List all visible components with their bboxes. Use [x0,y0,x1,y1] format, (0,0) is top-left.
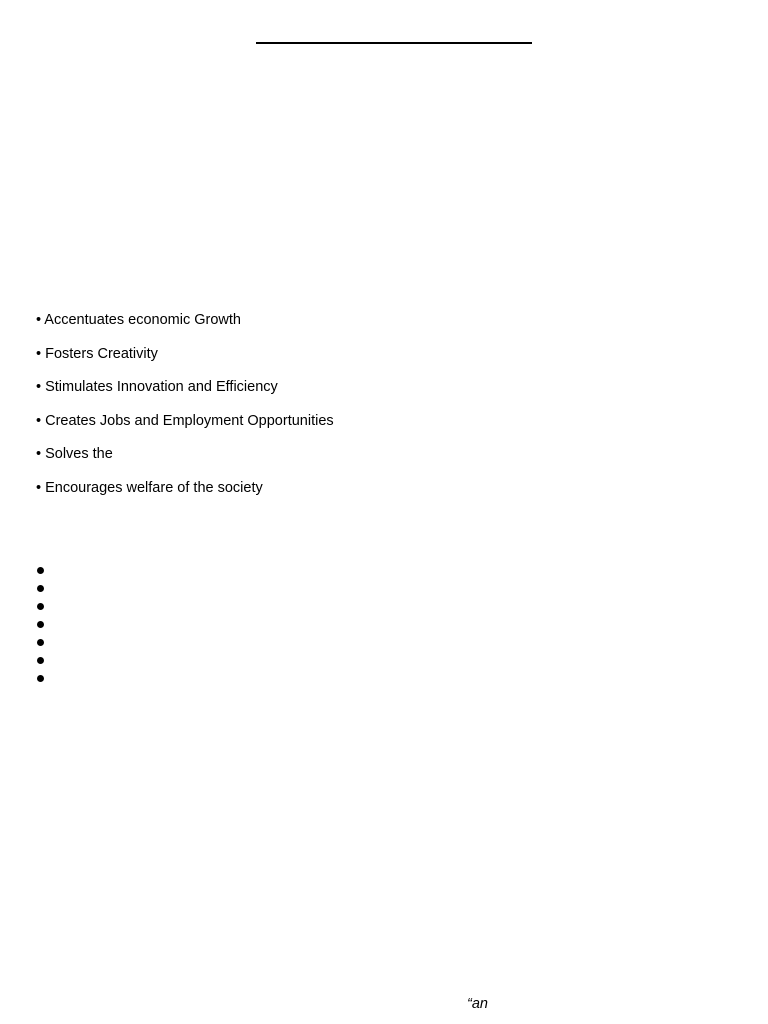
list-item: • Creates Jobs and Employment Opportunities [36,412,334,429]
list-item: • Solves the [36,446,113,463]
list-item: • Stimulates Innovation and Efficiency [36,379,278,396]
footer-quote-fragment: “an [467,996,488,1012]
top-rule [256,42,532,44]
benefits-list [36,311,334,513]
list-item: • Accentuates economic Growth [36,312,241,328]
list-item: • Encourages welfare of the society [36,479,263,496]
list-item: • Fosters Creativity [36,345,158,362]
